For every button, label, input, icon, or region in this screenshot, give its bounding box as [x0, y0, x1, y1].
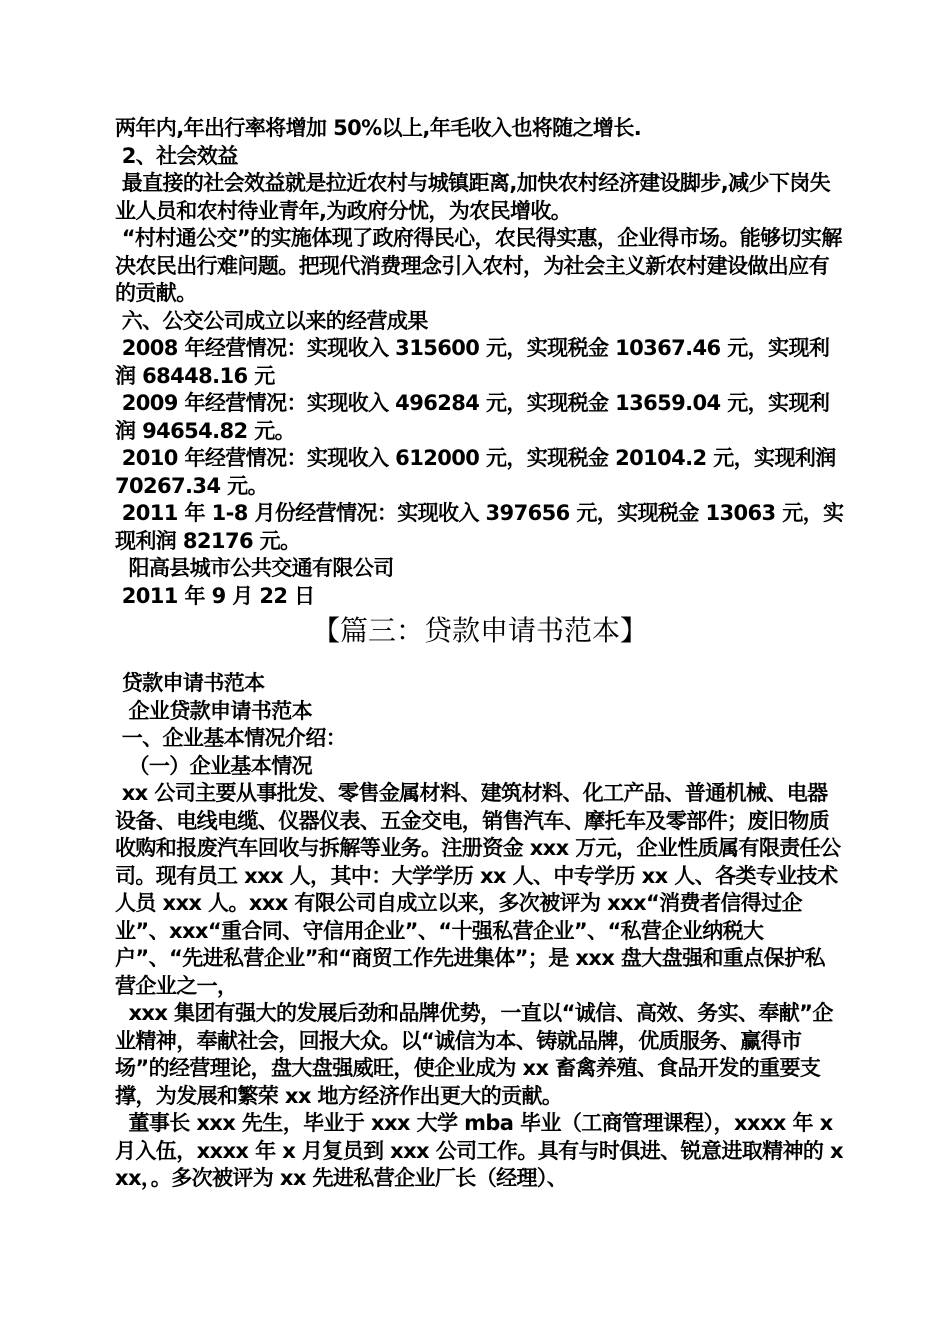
company-name: 阳高县城市公共交通有限公司 [115, 556, 394, 580]
heading-basic-info: （一）企业基本情况 [115, 753, 313, 778]
paragraph-group: xxx 集团有强大的发展后劲和品牌优势，一直以“诚信、高效、务实、奉献”企业精神，奉献社会，回报大众。以“诚信为本、铸就品牌，优质服务、赢得市场”的经营理论，盘大盘强威旺，使企业成为 xx 畜禽养殖、食品开发的重要支撑，为发展和繁荣 xx 地方经济作出更大的贡献。 [115, 1001, 833, 1108]
paragraph-2008: 2008 年经营情况：实现收入 315600 元，实现税金 10367.46 元，实现利润 68448.16 元 [115, 336, 830, 388]
paragraph-company-intro: xx 公司主要从事批发、零售金属材料、建筑材料、化工产品、普通机械、电器设备、电线电缆、仪器仪表、五金交电，销售汽车、摩托车及零部件；废旧物质收购和报废汽车回收与拆解等业务。注册资金 xxx 万元，企业性质属有限责任公司。现有员工 xxx 人，其中：大学学历 xx 人、中专学历 xx 人、各类专业技术人员 xxx 人。xxx 有限公司自成立以来，多次被评为 xxx“消费者信得过企业”、xxx“重合同、守信用企业”、“十强私营企业”、“私营企业纳税大户”、“先进私营企业”和“商贸工作先进集体”；是 xxx 盘大盘强和重点保护私营企业之一， [115, 781, 841, 998]
heading-social-benefit: 2、社会效益 [115, 143, 238, 168]
title-enterprise-loan-template: 企业贷款申请书范本 [115, 698, 313, 723]
paragraph-social-2: “村村通公交”的实施体现了政府得民心，农民得实惠，企业得市场。能够切实解决农民出行难问题。把现代消费理念引入农村，为社会主义新农村建设做出应有的贡献。 [115, 226, 842, 305]
title-loan-template: 贷款申请书范本 [115, 671, 265, 695]
paragraph-2009: 2009 年经营情况：实现收入 496284 元，实现税金 13659.04 元，实现利润 94654.82 元。 [115, 391, 830, 443]
paragraph-2010: 2010 年经营情况：实现收入 612000 元，实现税金 20104.2 元，实现利润 70267.34 元。 [115, 446, 843, 498]
heading-section-6: 六、公交公司成立以来的经营成果 [115, 308, 428, 333]
document-date: 2011 年 9 月 22 日 [115, 583, 315, 608]
paragraph-growth: 两年内,年出行率将增加 50%以上,年毛收入也将随之增长. [115, 116, 642, 140]
paragraph-chairman: 董事长 xxx 先生，毕业于 xxx 大学 mba 毕业（工商管理课程），xxxx 年 x 月入伍，xxxx 年 x 月复员到 xxx 公司工作。具有与时俱进、锐意进取精神的 xxx，。多次被评为 xx 先进私营企业厂长（经理）、 [115, 1111, 843, 1190]
part3-title: 【篇三：贷款申请书范本】 [311, 614, 648, 647]
document-body [115, 115, 845, 1193]
paragraph-social-1: 最直接的社会效益就是拉近农村与城镇距离,加快农村经济建设脚步,减少下岗失业人员和农村待业青年,为政府分忧，为农民增收。 [115, 171, 831, 223]
paragraph-2011: 2011 年 1-8 月份经营情况：实现收入 397656 元，实现税金 13063 元，实现利润 82176 元。 [115, 501, 844, 553]
heading-enterprise-intro: 一、企业基本情况介绍： [115, 726, 347, 750]
